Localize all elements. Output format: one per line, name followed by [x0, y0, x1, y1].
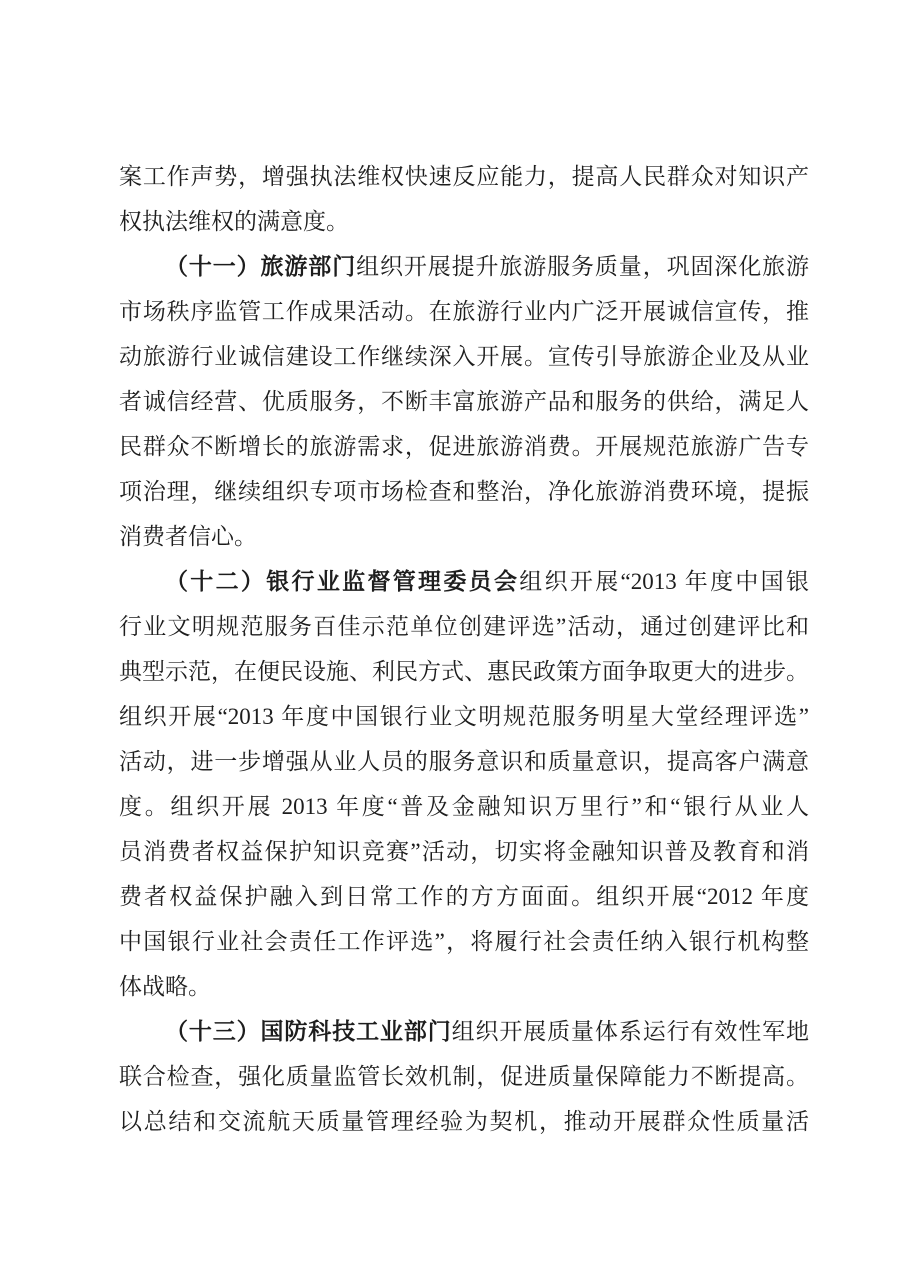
line-text: 市场秩序监管工作成果活动。在旅游行业内广泛开展诚信宣传，推 — [119, 299, 809, 324]
text-line-paragraph-end — [119, 199, 809, 244]
text-line — [119, 1099, 809, 1144]
line-text: 案工作声势，增强执法维权快速反应能力，提高人民群众对知识产 — [119, 164, 809, 189]
text-line — [119, 784, 809, 829]
text-line — [119, 1054, 809, 1099]
line-text: 组织开展提升旅游服务质量，巩固深化旅游 — [356, 254, 809, 279]
line-text: 以总结和交流航天质量管理经验为契机，推动开展群众性质量活 — [119, 1109, 809, 1134]
line-text: 费者权益保护融入到日常工作的方方面面。组织开展“2012 年度 — [119, 884, 809, 909]
text-line — [119, 334, 809, 379]
line-text: 体战略。 — [119, 974, 211, 999]
text-line-paragraph-end — [119, 514, 809, 559]
text-line — [119, 604, 809, 649]
line-text: 权执法维权的满意度。 — [119, 209, 349, 234]
section-13-heading-line — [119, 1009, 809, 1054]
line-text: 组织开展质量体系运行有效性军地 — [451, 1019, 809, 1044]
line-text: 联合检查，强化质量监管长效机制，促进质量保障能力不断提高。 — [119, 1064, 809, 1089]
text-line — [119, 694, 809, 739]
text-line — [119, 919, 809, 964]
document-text-block — [119, 154, 809, 1144]
line-text: 度。组织开展 2013 年度“普及金融知识万里行”和“银行从业人 — [119, 794, 809, 819]
section-11-heading: （十一）旅游部门 — [165, 254, 357, 279]
line-text: 项治理，继续组织专项市场检查和整治，净化旅游消费环境，提振 — [119, 479, 809, 504]
section-11-heading-line — [119, 244, 809, 289]
line-text: 组织开展“2013 年度中国银行业文明规范服务明星大堂经理评选” — [119, 704, 809, 729]
line-text: 组织开展“2013 年度中国银 — [519, 569, 809, 594]
text-line — [119, 739, 809, 784]
line-text: 动旅游行业诚信建设工作继续深入开展。宣传引导旅游企业及从业 — [119, 344, 809, 369]
text-line-paragraph-end — [119, 964, 809, 1009]
line-text: 中国银行业社会责任工作评选”，将履行社会责任纳入银行机构整 — [119, 929, 809, 954]
text-line — [119, 469, 809, 514]
section-12-heading: （十二）银行业监督管理委员会 — [165, 569, 520, 594]
text-line — [119, 379, 809, 424]
text-line — [119, 154, 809, 199]
text-line — [119, 829, 809, 874]
text-line — [119, 874, 809, 919]
line-text: 民群众不断增长的旅游需求，促进旅游消费。开展规范旅游广告专 — [119, 434, 809, 459]
text-line — [119, 289, 809, 334]
line-text: 消费者信心。 — [119, 524, 257, 549]
section-13-heading: （十三）国防科技工业部门 — [165, 1019, 452, 1044]
text-line — [119, 649, 809, 694]
line-text: 行业文明规范服务百佳示范单位创建评选”活动，通过创建评比和 — [119, 614, 809, 639]
line-text: 典型示范，在便民设施、利民方式、惠民政策方面争取更大的进步。 — [119, 659, 809, 684]
line-text: 者诚信经营、优质服务，不断丰富旅游产品和服务的供给，满足人 — [119, 389, 809, 414]
line-text: 活动，进一步增强从业人员的服务意识和质量意识，提高客户满意 — [119, 749, 809, 774]
text-line — [119, 424, 809, 469]
section-12-heading-line — [119, 559, 809, 604]
line-text: 员消费者权益保护知识竞赛”活动，切实将金融知识普及教育和消 — [119, 839, 809, 864]
